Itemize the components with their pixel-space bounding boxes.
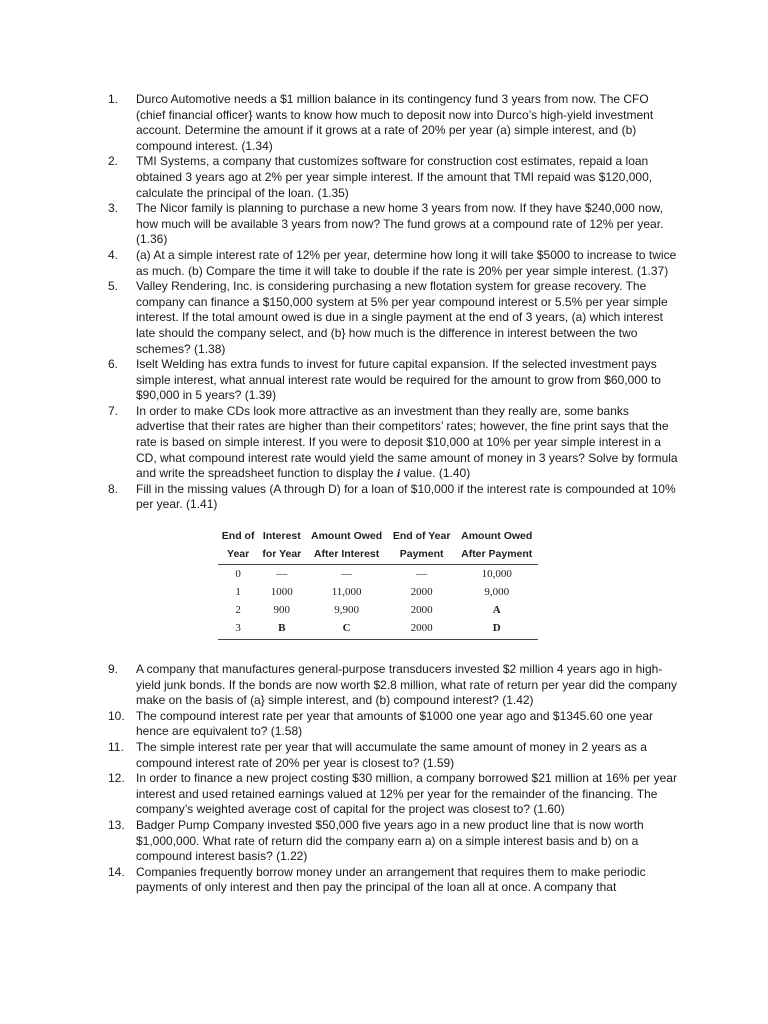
table-cell: 9,900 <box>334 604 359 617</box>
table-cell: 11,000 <box>331 586 362 599</box>
problem-text: Durco Automotive needs a $1 million balance in its contingency fund 3 years from now. The CFO (chief financial officer} wants to know how much to deposit now into Durco’s high-yield investment account. Determine the amount if it grows at a rate of 20% per year (a) simple interest, and (b) compound interest. (1.34) <box>136 92 654 153</box>
problem-number: 7. <box>108 403 119 418</box>
problem-number: 4. <box>108 247 119 262</box>
section-spacer <box>108 640 678 662</box>
header-cell: After Payment <box>455 545 538 565</box>
problem-item <box>108 248 678 279</box>
problem-item <box>108 709 678 740</box>
table-cell: 2 <box>235 604 241 617</box>
problem-item <box>108 865 678 896</box>
problem-item <box>108 771 678 818</box>
header-cell: for Year <box>258 545 305 565</box>
italic-variable-i: i <box>396 466 401 481</box>
loan-table-container <box>218 527 538 640</box>
problem-text: A company that manufactures general-purpose transducers invested $2 million 4 years ago in high-yield junk bonds. If the bonds are now worth $2.8 million, what rate of return per year did the company make on the basis of (a} simple interest, and (b) compound interest? (1.42) <box>136 662 677 708</box>
missing-value-a: A <box>492 604 501 617</box>
table-cell: 0 <box>235 568 241 581</box>
problem-item <box>108 154 678 201</box>
table-header-row <box>218 545 538 565</box>
problem-item <box>108 92 678 154</box>
problem-text: Fill in the missing values (A through D) for a loan of $10,000 if the interest rate is compounded at 10% per year. (1.41) <box>136 481 676 512</box>
problem-text-part: In order to make CDs look more attractive as an investment than they really are, some banks advertise that their rates are higher than their competitors’ rates; however, the fine print says that the rate is based on simple interest. If you were to deposit $10,000 at 10% per year simple interest in a CD, what compound interest rate would yield the same amount of money in 3 years? Solve by formula and write the spreadsheet function to display the <box>136 403 678 481</box>
problem-number: 11. <box>108 740 124 754</box>
header-cell: Payment <box>388 545 456 565</box>
problem-text: In order to finance a new project costing $30 million, a company borrowed $21 million at 16% per year interest and used retained earnings valued at 12% per year for the remainder of the financing. The company’s weighted average cost of capital for the project was closest to? (1.60) <box>136 771 677 817</box>
table-cell: — <box>276 568 288 581</box>
missing-value-c: C <box>305 619 388 640</box>
problem-text: Iselt Welding has extra funds to invest for future capital expansion. If the selected investment pays simple interest, what annual interest rate would be required for the amount to grow from $60,000 to $90,000 in 5 years? (1.39) <box>136 357 661 403</box>
problem-item <box>108 357 678 404</box>
problem-number: 3. <box>108 201 119 216</box>
header-cell: Interest <box>262 530 301 543</box>
problem-text: Valley Rendering, Inc. is considering purchasing a new flotation system for grease recovery. The company can finance a $150,000 system at 5% per year compound interest or 5.5% per year simple interest. If the total amount owed is due in a single payment at the end of 3 years, (a) which interest late should the company select, and (b} how much is the difference in interest between the two schemes? (1.38) <box>136 279 668 356</box>
table-row <box>218 619 538 640</box>
missing-value-b: B <box>258 619 305 640</box>
table-cell: 2000 <box>388 619 456 640</box>
problem-item <box>108 662 678 709</box>
problem-number: 9. <box>108 662 119 677</box>
table-cell: 2000 <box>410 604 433 617</box>
problem-text: TMI Systems, a company that customizes software for construction cost estimates, repaid a loan obtained 3 years ago at 2% per year simple interest. If the amount that TMI repaid was $120,000, calculate the principal of the loan. (1.35) <box>136 154 653 200</box>
header-cell: Year <box>218 545 258 565</box>
problem-number: 13. <box>108 817 125 832</box>
table-cell: — <box>416 568 428 581</box>
table-row <box>218 583 538 601</box>
problem-number: 12. <box>108 771 125 786</box>
problem-number: 8. <box>108 481 119 496</box>
problem-item <box>108 201 678 248</box>
header-cell: End of Year <box>392 530 451 543</box>
problem-text: (a) At a simple interest rate of 12% per year, determine how long it will take $5000 to increase to twice as much. (b) Compare the time it will take to double if the rate is 20% per year simple interest. (1.37) <box>136 247 677 278</box>
table-row <box>218 601 538 619</box>
table-cell: 1 <box>235 586 241 599</box>
problem-text-part: value. (1.40) <box>400 466 471 481</box>
problem-text: The compound interest rate per year that amounts of $1000 one year ago and $1345.60 one year hence are equivalent to? (1.58) <box>136 708 654 739</box>
problem-item <box>108 279 678 357</box>
loan-table <box>218 527 538 640</box>
table-cell: 900 <box>273 604 291 617</box>
table-cell: 1000 <box>270 586 293 599</box>
problem-item <box>108 482 678 640</box>
table-cell: 9,000 <box>484 586 510 599</box>
problem-number: 6. <box>108 357 119 372</box>
problem-text: Companies frequently borrow money under an arrangement that requires them to make periodic payments of only interest and then pay the principal of the loan all at once. A company that <box>136 864 646 895</box>
header-cell: After Interest <box>305 545 388 565</box>
problem-number: 2. <box>108 154 119 169</box>
problem-list <box>108 92 678 896</box>
problem-text <box>136 404 678 482</box>
problem-item <box>108 404 678 482</box>
problem-text: The Nicor family is planning to purchase a new home 3 years from now. If they have $240,000 now, how much will be available 3 years from now? The fund grows at a compound rate of 12% per year. (1.36) <box>136 201 664 247</box>
table-cell: 10,000 <box>481 568 512 581</box>
table-row <box>218 565 538 584</box>
header-cell: Amount Owed <box>311 530 383 543</box>
problem-number: 5. <box>108 279 119 294</box>
missing-value-d: D <box>455 619 538 640</box>
header-cell: End of <box>221 530 255 543</box>
header-cell: Amount Owed <box>461 530 533 543</box>
problem-text: Badger Pump Company invested $50,000 five years ago in a new product line that is now worth $1,000,000. What rate of return did the company earn a) on a simple interest basis and b) on a compound interest basis? (1.22) <box>136 817 644 864</box>
problem-text: The simple interest rate per year that will accumulate the same amount of money in 2 years as a compound interest rate of 20% per year is closest to? (1.59) <box>136 740 647 770</box>
problem-number: 10. <box>108 708 125 723</box>
problem-number: 14. <box>108 864 125 879</box>
problem-number: 1. <box>108 92 119 106</box>
table-cell: 3 <box>218 619 258 640</box>
problem-item <box>108 818 678 865</box>
table-cell: 2000 <box>410 586 433 599</box>
problem-item <box>108 740 678 771</box>
table-cell: — <box>341 568 353 581</box>
table-header-row <box>218 527 538 545</box>
